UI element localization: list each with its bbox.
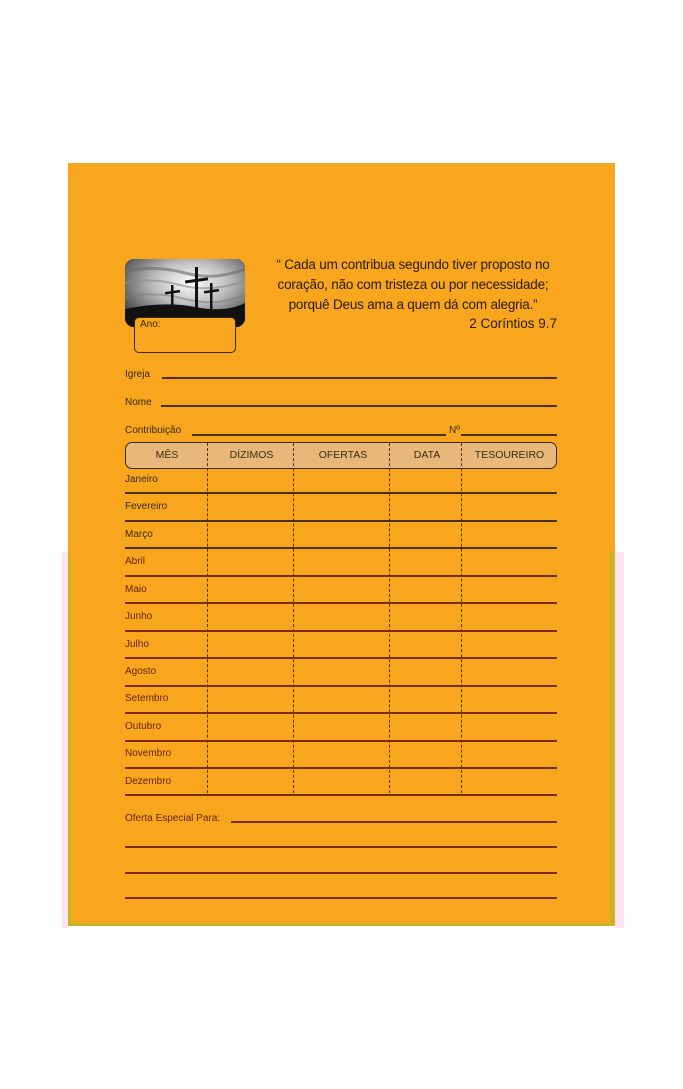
row-line bbox=[125, 520, 557, 522]
special-offer-line[interactable] bbox=[125, 846, 557, 848]
year-label: Ano: bbox=[140, 319, 161, 330]
table-header bbox=[125, 442, 557, 469]
month-row: Abril bbox=[125, 556, 146, 567]
card-edge bbox=[68, 923, 614, 926]
month-row: Dezembro bbox=[125, 776, 172, 787]
scan-artifact-right bbox=[614, 552, 624, 928]
card-edge bbox=[610, 552, 614, 925]
row-line bbox=[125, 575, 557, 577]
row-line bbox=[125, 767, 557, 769]
contribution-field[interactable] bbox=[192, 434, 446, 436]
special-offer-line[interactable] bbox=[125, 872, 557, 874]
special-offer-field[interactable] bbox=[231, 821, 557, 823]
special-offer-line[interactable] bbox=[125, 897, 557, 899]
church-field[interactable] bbox=[162, 377, 557, 379]
quote-line: coração, não com tristeza ou por necessidade; bbox=[277, 277, 549, 292]
quote-line: porquê Deus ama a quem dá com alegria.” bbox=[288, 297, 538, 312]
quote-line: “ Cada um contribua segundo tiver proposto no bbox=[276, 257, 550, 272]
month-row: Agosto bbox=[125, 666, 157, 677]
month-row: Março bbox=[125, 529, 153, 540]
row-line bbox=[125, 794, 557, 796]
header-offerings: OFERTAS bbox=[318, 449, 368, 461]
month-row: Julho bbox=[125, 639, 149, 650]
contribution-label: Contribuição bbox=[125, 425, 182, 436]
row-line bbox=[125, 630, 557, 632]
month-row: Setembro bbox=[125, 693, 169, 704]
month-row: Junho bbox=[125, 611, 153, 622]
bible-quote bbox=[262, 255, 564, 315]
name-label: Nome bbox=[125, 397, 152, 408]
header-treasurer: TESOUREIRO bbox=[474, 449, 545, 461]
row-line bbox=[125, 740, 557, 742]
bible-reference: 2 Coríntios 9.7 bbox=[469, 316, 557, 331]
card-edge bbox=[68, 552, 71, 925]
church-label: Igreja bbox=[125, 369, 151, 380]
month-row: Outubro bbox=[125, 721, 162, 732]
month-row: Novembro bbox=[125, 748, 172, 759]
row-line bbox=[125, 547, 557, 549]
year-field[interactable] bbox=[134, 317, 236, 353]
row-line bbox=[125, 712, 557, 714]
month-row: Maio bbox=[125, 584, 147, 595]
row-line bbox=[125, 685, 557, 687]
header-month: MÊS bbox=[155, 449, 179, 461]
row-line bbox=[125, 657, 557, 659]
month-row: Fevereiro bbox=[125, 501, 168, 512]
special-offer-label: Oferta Especial Para: bbox=[125, 813, 221, 824]
number-field[interactable] bbox=[461, 434, 557, 436]
header-date: DATA bbox=[413, 449, 441, 461]
header-tithes: DÍZIMOS bbox=[229, 449, 274, 461]
number-label: Nº bbox=[449, 425, 460, 436]
row-line bbox=[125, 492, 557, 494]
name-field[interactable] bbox=[161, 405, 557, 407]
month-row: Janeiro bbox=[125, 474, 158, 485]
row-line bbox=[125, 602, 557, 604]
